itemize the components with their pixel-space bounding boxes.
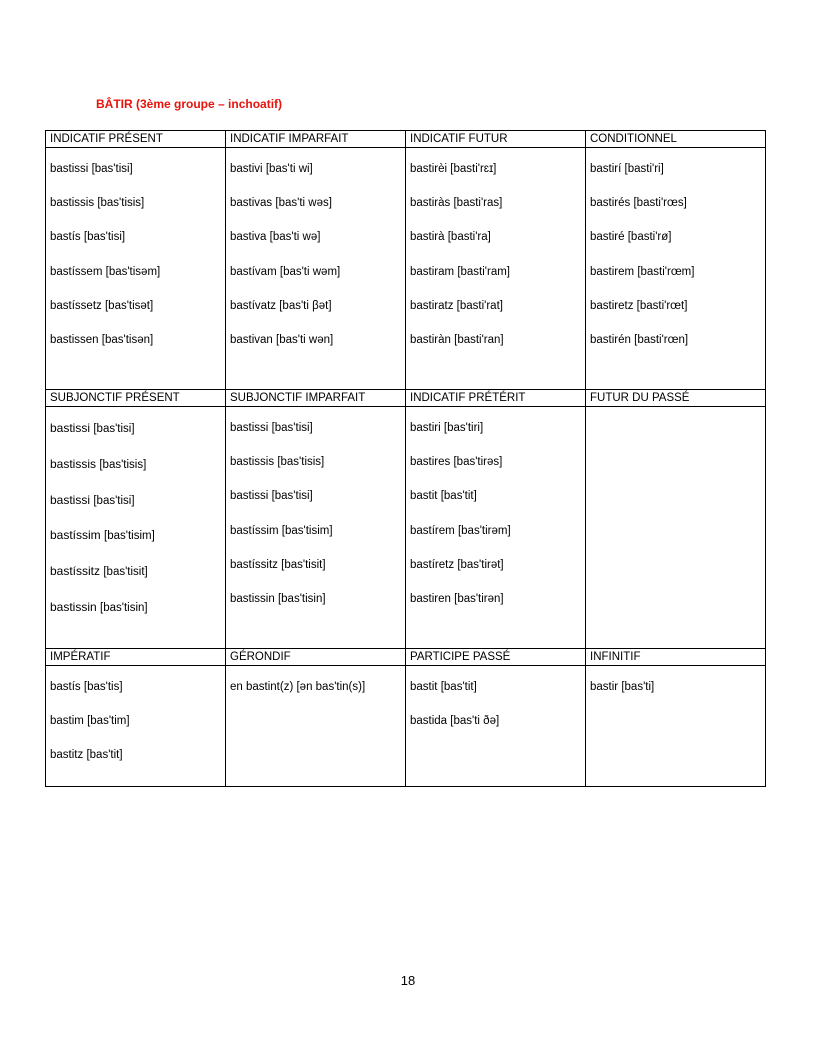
verb-form-word: bastissis	[230, 456, 275, 469]
verb-form-pronunciation: [bas'ti wəm]	[279, 265, 341, 278]
verb-form	[230, 670, 405, 704]
verb-form	[410, 186, 585, 220]
tense-forms-cell	[586, 407, 766, 649]
verb-form	[410, 445, 585, 479]
verb-form	[230, 479, 405, 513]
verb-form	[590, 186, 765, 220]
verb-form	[410, 220, 585, 254]
verb-form-word: bastís	[50, 231, 81, 244]
verb-form-word: bastíssim	[230, 524, 279, 537]
tense-header: SUBJONCTIF PRÉSENT	[46, 390, 226, 407]
verb-form-word: bastiré	[590, 231, 625, 244]
verb-form-pronunciation: [basti'rœs]	[633, 197, 687, 210]
verb-form-word: bastíssim	[50, 528, 101, 543]
verb-form	[590, 289, 765, 323]
verb-form-pronunciation: [bas'tisi]	[271, 422, 313, 434]
verb-form	[50, 704, 225, 738]
verb-form-word: bastissen	[50, 333, 99, 346]
verb-form-pronunciation: [bas'tisi]	[91, 163, 133, 175]
verb-form-word: bastissis	[50, 197, 95, 210]
tense-header: PARTICIPE PASSÉ	[406, 649, 586, 666]
verb-form-word: bastirèi	[410, 163, 448, 175]
tense-header: SUBJONCTIF IMPARFAIT	[226, 390, 406, 407]
verb-form-word: bastissi	[50, 492, 91, 507]
verb-form-pronunciation: [bas'tiri]	[443, 422, 484, 434]
verb-form	[50, 483, 225, 519]
verb-form-word: bastíssem	[50, 265, 103, 278]
tense-forms-cell	[226, 407, 406, 649]
verb-form	[230, 582, 405, 616]
verb-form-word: bastiva	[230, 231, 267, 244]
verb-form-pronunciation: [bas'tisit]	[281, 558, 326, 571]
tense-forms-cell	[406, 407, 586, 649]
verb-form-pronunciation: [basti'rø]	[627, 231, 672, 244]
verb-form-word: bastir	[590, 681, 619, 693]
verb-form	[230, 220, 405, 254]
verb-form-word: bastissi	[50, 421, 91, 435]
verb-form-pronunciation: [bas'tisi]	[93, 423, 135, 435]
verb-form-pronunciation: [ən bas'tin(s)]	[296, 681, 366, 693]
verb-form	[230, 514, 405, 548]
verb-form-word: bastissi	[230, 490, 269, 503]
verb-form-word: bastíssetz	[50, 299, 102, 312]
tense-header-row	[46, 390, 766, 407]
verb-form-pronunciation: [bas'tirəm]	[457, 524, 511, 537]
verb-form-pronunciation: [bas'tisət]	[104, 299, 154, 312]
verb-form-pronunciation: [bas'tisis]	[97, 197, 145, 210]
verb-form-pronunciation: [bas'tisin]	[100, 601, 148, 614]
verb-form-pronunciation: [basti'ras]	[453, 197, 503, 210]
verb-form	[230, 411, 405, 445]
verb-form-word: bastivan	[230, 333, 273, 346]
verb-form	[50, 255, 225, 289]
tense-header: INDICATIF FUTUR	[406, 131, 586, 148]
verb-form	[410, 704, 585, 738]
verb-form-word: bastírem	[410, 524, 455, 537]
verb-form-pronunciation: [bas'tisis]	[99, 458, 147, 471]
tense-header: INFINITIF	[586, 649, 766, 666]
page-number: 18	[400, 973, 416, 988]
tense-header: INDICATIF IMPARFAIT	[226, 131, 406, 148]
verb-form-pronunciation: [basti'ri]	[624, 163, 664, 175]
tense-header: IMPÉRATIF	[46, 649, 226, 666]
verb-form-pronunciation: [bas'ti ðə]	[450, 715, 500, 728]
verb-form-word: bastissi	[230, 422, 269, 434]
verb-form	[410, 323, 585, 357]
tense-forms-cell	[406, 666, 586, 787]
tense-forms-row	[46, 407, 766, 649]
verb-form-word: bastíssitz	[230, 558, 278, 571]
verb-form	[50, 447, 225, 483]
verb-form	[50, 590, 225, 626]
verb-form	[50, 554, 225, 590]
tense-forms-cell	[406, 148, 586, 390]
verb-form	[230, 445, 405, 479]
tense-forms-cell	[46, 666, 226, 787]
verb-form-pronunciation: [bas'tirən]	[454, 592, 504, 605]
verb-form-pronunciation: [bas'tirət]	[457, 558, 504, 571]
verb-form	[50, 186, 225, 220]
verb-form-word: bastiretz	[590, 299, 634, 312]
verb-form-pronunciation: [bas'tit]	[86, 749, 123, 762]
verb-form-word: bastirem	[590, 265, 635, 278]
verb-form-word: bastirí	[590, 163, 622, 175]
verb-form-pronunciation: [bas'tisi]	[83, 231, 126, 244]
tense-forms-cell	[46, 148, 226, 390]
verb-form-pronunciation: [basti'rat]	[456, 299, 503, 312]
tense-forms-cell	[226, 148, 406, 390]
verb-form-pronunciation: [basti'rɛɪ]	[450, 163, 497, 175]
verb-form	[590, 220, 765, 254]
verb-form-word: en bastint(z)	[230, 681, 294, 693]
verb-form-pronunciation: [bas'tisi]	[93, 494, 135, 507]
verb-form-pronunciation: [bas'tisim]	[281, 524, 333, 537]
verb-form	[50, 323, 225, 357]
verb-form	[50, 220, 225, 254]
verb-form-pronunciation: [bas'ti]	[621, 681, 655, 693]
verb-form-pronunciation: [basti'ra]	[447, 231, 491, 244]
verb-form	[410, 255, 585, 289]
verb-form-word: bastivas	[230, 197, 273, 210]
verb-form-word: bastit	[410, 490, 438, 503]
tense-forms-row	[46, 666, 766, 787]
verb-form	[590, 255, 765, 289]
verb-form-word: bastiràn	[410, 333, 451, 346]
verb-form-word: bastim	[50, 715, 84, 728]
verb-form-pronunciation: [basti'rœn]	[634, 333, 689, 346]
verb-form	[410, 289, 585, 323]
verb-form-word: bastit	[410, 681, 438, 693]
verb-form-pronunciation: [bas'tisi]	[271, 490, 313, 503]
verb-form	[230, 323, 405, 357]
tense-forms-cell	[46, 407, 226, 649]
verb-form-word: bastissin	[230, 592, 275, 605]
verb-form-pronunciation: [bas'tis]	[83, 681, 123, 693]
verb-form	[50, 289, 225, 323]
verb-form-pronunciation: [bas'ti wi]	[265, 163, 313, 175]
verb-form-word: bastivi	[230, 163, 263, 175]
verb-form-pronunciation: [bas'tirəs]	[453, 456, 503, 469]
verb-form-word: bastiri	[410, 422, 441, 434]
verb-form-word: bastitz	[50, 749, 84, 762]
verb-form-pronunciation: [bas'tisim]	[104, 530, 155, 543]
conjugation-table	[45, 130, 766, 787]
verb-form-word: bastiratz	[410, 299, 454, 312]
tense-header: INDICATIF PRÉSENT	[46, 131, 226, 148]
tense-header: INDICATIF PRÉTÉRIT	[406, 390, 586, 407]
verb-form-pronunciation: [bas'tisəm]	[105, 265, 161, 278]
verb-form	[50, 738, 225, 772]
verb-form	[50, 152, 225, 186]
verb-form-word: bastís	[50, 681, 81, 693]
verb-form	[410, 670, 585, 704]
verb-form-pronunciation: [bas'tisis]	[277, 456, 325, 469]
verb-form-word: bastissin	[50, 599, 97, 614]
verb-form	[230, 289, 405, 323]
verb-form-pronunciation: [bas'tit]	[440, 490, 477, 503]
verb-form	[230, 548, 405, 582]
verb-form	[590, 152, 765, 186]
verb-form-word: bastida	[410, 715, 448, 728]
verb-form-pronunciation: [bas'ti wə]	[269, 231, 321, 244]
verb-form-pronunciation: [bas'tim]	[87, 715, 130, 728]
verb-form-word: bastívam	[230, 265, 277, 278]
verb-form-pronunciation: [basti'ram]	[457, 265, 510, 278]
verb-form	[50, 518, 225, 554]
verb-form-word: bastiren	[410, 592, 451, 605]
verb-form-word: bastíssitz	[50, 564, 101, 579]
tense-header: GÉRONDIF	[226, 649, 406, 666]
verb-form-pronunciation: [bas'ti βət]	[279, 299, 332, 312]
tense-header-row	[46, 649, 766, 666]
verb-form-pronunciation: [basti'rœm]	[637, 265, 695, 278]
verb-form-pronunciation: [bas'tisin]	[277, 592, 326, 605]
verb-form-pronunciation: [basti'rœt]	[636, 299, 688, 312]
verb-form	[230, 186, 405, 220]
conjugation-title: BÂTIR (3ème groupe – inchoatif)	[96, 97, 283, 111]
tense-header-row	[46, 131, 766, 148]
verb-form-pronunciation: [basti'ran]	[454, 333, 504, 346]
tense-forms-cell	[586, 666, 766, 787]
verb-form	[410, 548, 585, 582]
verb-form-word: bastiram	[410, 265, 455, 278]
verb-form	[230, 255, 405, 289]
verb-form-pronunciation: [bas'ti wən]	[276, 333, 334, 346]
verb-form	[410, 411, 585, 445]
tense-header: CONDITIONNEL	[586, 131, 766, 148]
verb-form-pronunciation: [bas'tisən]	[101, 333, 154, 346]
verb-form-pronunciation: [bas'tisit]	[103, 566, 148, 579]
tense-forms-row	[46, 148, 766, 390]
verb-form-word: bastirà	[410, 231, 445, 244]
tense-header: FUTUR DU PASSÉ	[586, 390, 766, 407]
verb-form-word: bastissis	[50, 456, 97, 471]
verb-form-word: bastiràs	[410, 197, 451, 210]
verb-form-word: bastires	[410, 456, 451, 469]
verb-form	[410, 479, 585, 513]
verb-form	[410, 152, 585, 186]
verb-form	[590, 670, 765, 704]
verb-form	[410, 514, 585, 548]
verb-form-word: bastíretz	[410, 558, 455, 571]
verb-form-word: bastívatz	[230, 299, 277, 312]
verb-form-word: bastirén	[590, 333, 631, 346]
verb-form-word: bastirés	[590, 197, 631, 210]
verb-form-pronunciation: [bas'tit]	[440, 681, 477, 693]
verb-form	[50, 411, 225, 447]
verb-form	[410, 582, 585, 616]
verb-form-word: bastissi	[50, 163, 89, 175]
tense-forms-cell	[226, 666, 406, 787]
verb-form-pronunciation: [bas'ti wəs]	[275, 197, 332, 210]
verb-form	[230, 152, 405, 186]
verb-form	[50, 670, 225, 704]
verb-form	[590, 323, 765, 357]
tense-forms-cell	[586, 148, 766, 390]
